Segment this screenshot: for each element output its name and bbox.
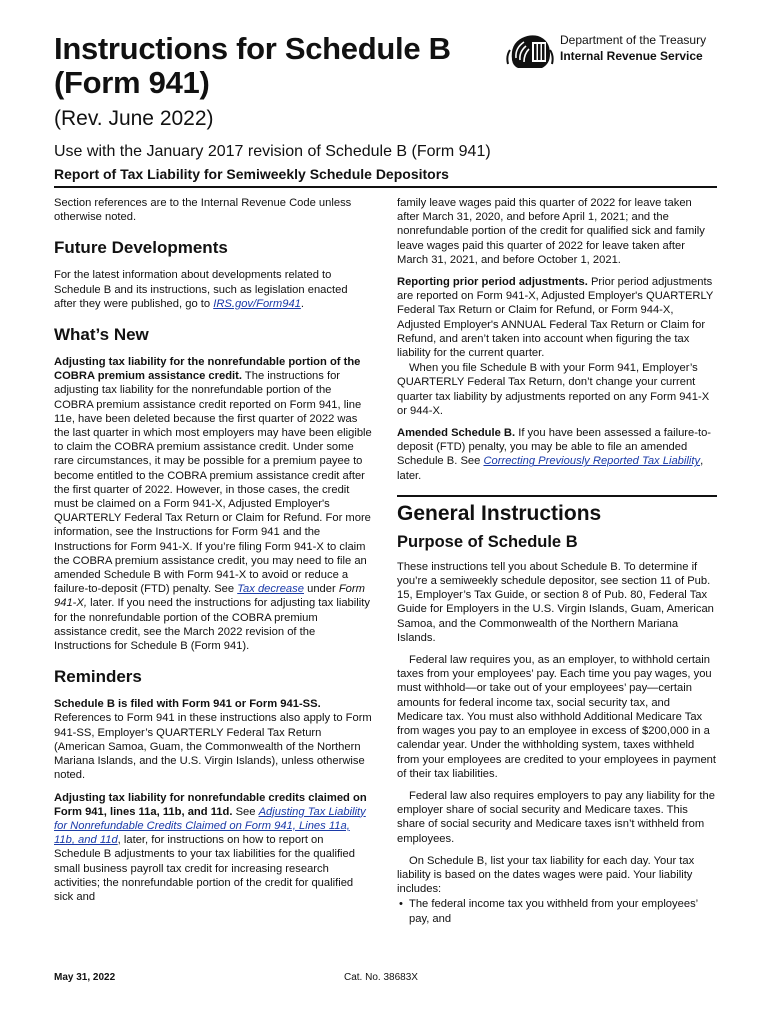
right-column (397, 196, 717, 934)
continued-paragraph: family leave wages paid this quarter of 2022 for leave taken after March 31, 2020, and before April 1, 2021; and the nonrefundable portion of the credit for qualified sick and family leave wages paid this quarter of 2022 for leave taken after March 31, 2021, and before October 1, 2021. (397, 197, 705, 266)
document-title (54, 32, 504, 100)
cobra-italic-ref: Form 941-X, (54, 583, 365, 610)
schedule-b-filed-paragraph (54, 697, 372, 782)
title-line-2: (Form 941) (54, 65, 210, 100)
footer-catalog-number: Cat. No. 38683X (344, 972, 418, 983)
amended-schedule-paragraph (397, 426, 717, 483)
prior-period-paragraph (397, 275, 717, 360)
footer-date: May 31, 2022 (54, 972, 116, 983)
cobra-paragraph (54, 355, 372, 653)
irs-eagle-logo-icon (504, 30, 556, 72)
agency-irs: Internal Revenue Service (560, 49, 703, 63)
adjust-text: , later, for instructions on how to report on Schedule B adjustments to your tax liabilities for the qualified small business payroll tax credit for increasing research activities; the nonrefundable portion of the credit for qualified sick and (54, 834, 355, 903)
report-title: Report of Tax Liability for Semiweekly Schedule Depositors (54, 166, 449, 182)
future-text: For the latest information about developments related to Schedule B and its instructions, such as legislation enacted after they were published, go to (54, 269, 348, 310)
header-divider (54, 186, 717, 188)
cobra-text-c: later. If you need the instructions for adjusting tax liability for the nonrefundable portion of the COBRA premium assistance credit, see the March 2022 revision of the Instructions for Schedule B (Form 941). (54, 597, 370, 653)
bullet-icon: • (399, 898, 403, 911)
federal-law-employer-paragraph: Federal law also requires employers to pay any liability for the employer share of social security and Medicare taxes. This share of social security and Medicare taxes isn’t withheld from employees. (397, 789, 715, 845)
cobra-bold-lead: Adjusting tax liability for the nonrefundable portion of the COBRA premium assistance credit. (54, 356, 361, 383)
bullet-text: The federal income tax you withheld from your employees’ pay, and (409, 898, 698, 925)
correcting-liability-link[interactable]: Correcting Previously Reported Tax Liability (483, 455, 701, 468)
agency-block (560, 32, 706, 64)
use-with-line: Use with the January 2017 revision of Schedule B (Form 941) (54, 143, 491, 160)
federal-law-paragraph: Federal law requires you, as an employer, to withhold certain taxes from your employees’ pay. Each time you pay wages, you must withhold—or take out of your employees’ pay—certain amounts for federal income tax, social security tax, and Medicare tax. You must also withhold Additional Medicare Tax from wages you pay to an employee in excess of $200,000 in a calendar year. Under the withholding system, taxes withheld from your employees are credited to your employees in payment of their tax liabilities. (397, 654, 716, 780)
reminders-heading: Reminders (54, 667, 142, 687)
amended-after: , later. (397, 455, 704, 482)
amended-bold-lead: Amended Schedule B. (397, 427, 516, 440)
whats-new-heading: What’s New (54, 325, 149, 345)
left-column (54, 196, 372, 912)
when-you-file-paragraph: When you file Schedule B with your Form 941, Employer’s QUARTERLY Federal Tax Return, don’t change your current quarter tax liability by adjustments reported on any Form 941-X or 944-X. (397, 362, 710, 417)
cobra-text-b: under (307, 583, 336, 596)
filed-text: References to Form 941 in these instructions also apply to Form 941-SS, Employer’s QUARTERLY Federal Tax Return (American Samoa, Guam, the Commonwealth of the Northern Mariana Islands, and the U.S. Virgin Islands), unless otherwise noted. (54, 712, 372, 782)
future-developments-paragraph: For the latest information about developments related to Schedule B and its instructions, such as legislation enacted after they were published, go to IRS.gov/Form941. (54, 269, 348, 310)
prior-text: Prior period adjustments are reported on Form 941-X, Adjusted Employer's QUARTERLY Federal Tax Return or Claim for Refund, or Form 944-X, Adjusted Employer's ANNUAL Federal Tax Return or Claim for Refund, and aren’t taken into account when figuring the tax liability for the current quarter. (397, 276, 714, 360)
irs-form941-link[interactable]: IRS.gov/Form941 (213, 297, 301, 310)
intro-paragraph: Section references are to the Internal Revenue Code unless otherwise noted. (54, 197, 352, 224)
agency-department: Department of the Treasury (560, 33, 707, 47)
filed-bold-lead: Schedule B is filed with Form 941 or Form 941-SS. (54, 698, 321, 711)
future-developments-heading: Future Developments (54, 238, 228, 258)
prior-bold-lead: Reporting prior period adjustments. (397, 276, 588, 289)
general-instructions-heading: General Instructions (397, 495, 717, 526)
adjusting-credits-paragraph (54, 791, 372, 905)
list-liability-paragraph: On Schedule B, list your tax liability for each day. Your tax liability is based on the dates wages were paid. Your liability includes: (397, 854, 695, 896)
revision-date: (Rev. June 2022) (54, 107, 214, 130)
amended-text: If you have been assessed a failure-to-deposit (FTD) penalty, you may be able to file an amended Schedule B. See (397, 427, 712, 468)
tax-decrease-link[interactable]: Tax decrease (237, 583, 304, 596)
title-line-1: Instructions for Schedule B (54, 31, 451, 66)
adjust-bold-lead: Adjusting tax liability for nonrefundable credits claimed on Form 941, lines 11a, 11b, and 11d. (54, 791, 367, 818)
purpose-paragraph: These instructions tell you about Schedule B. To determine if you’re a semiweekly schedule depositor, see section 11 of Pub. 15, Employer’s Tax Guide, or section 8 of Pub. 80, Federal Tax Guide for Employers in the U.S. Virgin Islands, Guam, American Samoa, and the Commonwealth of the Northern Mariana Islands. (397, 560, 714, 644)
cobra-text-a: The instructions for adjusting tax liability for the nonrefundable portion of the COBRA premium assistance credit reported on Form 941, line 11e, have been deleted because the first quarter of 2022 was the last quarter in which most employers may have been eligible to claim the COBRA premium assistance credit. Under some rare circumstances, it may be possible for a premium payee to become entitled to the COBRA premium assistance credit after the first quarter of 2022. However, in those cases, the credit must be claimed on a Form 941-X, Adjusted Employer's QUARTERLY Federal Tax Return or Claim for Refund. For more information, see the Instructions for Form 941 and the Instructions for Form 941-X. If you’re filing Form 941-X to claim the COBRA premium assistance credit, you may need to file an amended Schedule B with Form 941-X to avoid or reduce a failure-to-deposit (FTD) penalty. See (54, 370, 372, 596)
purpose-heading: Purpose of Schedule B (397, 532, 578, 551)
list-item (397, 897, 717, 925)
adjust-see: See (235, 805, 256, 818)
adjusting-tax-liability-link[interactable]: Adjusting Tax Liability for Nonrefundable Credits Claimed on Form 941, Lines 11a, 11b, and 11d (54, 805, 366, 847)
